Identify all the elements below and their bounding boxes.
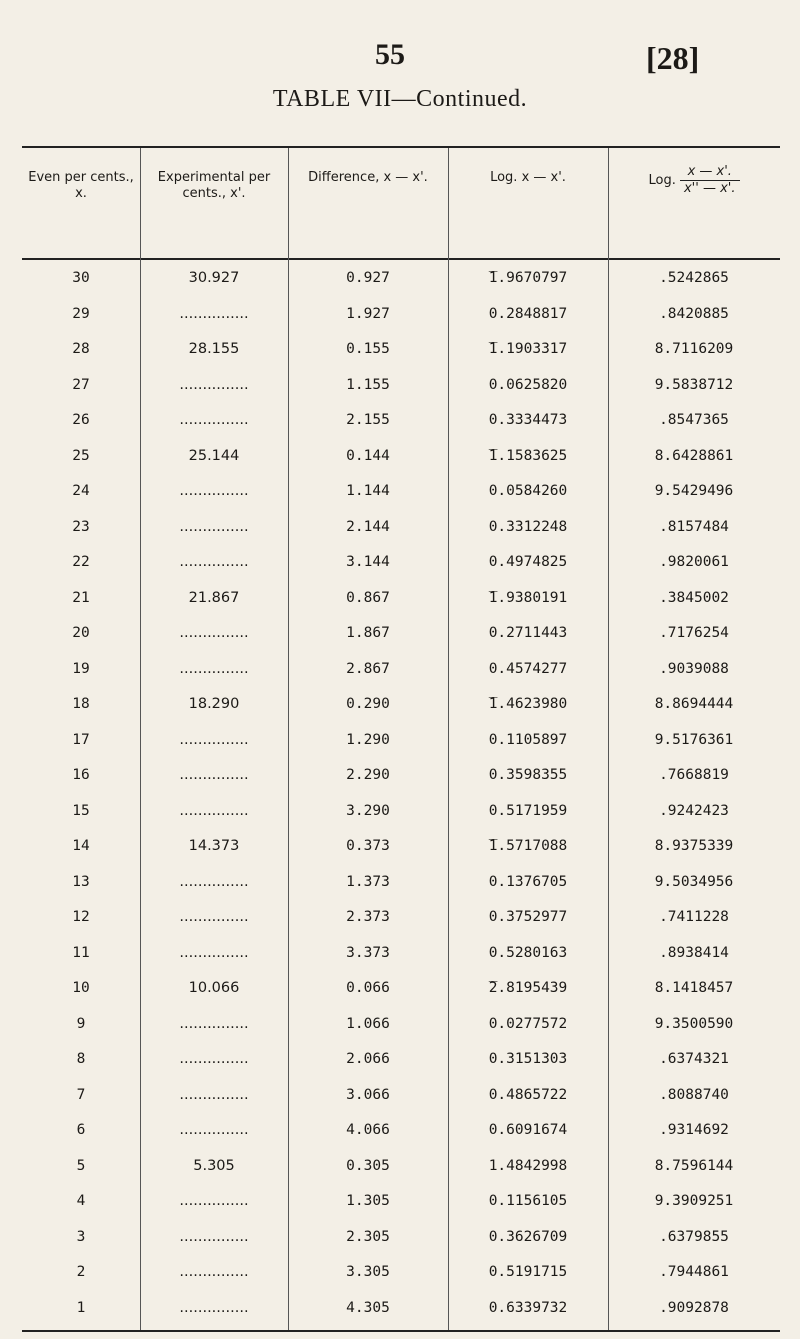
cell-even-per-cent: 20 bbox=[72, 625, 90, 641]
cell-experimental-per-cent: ............... bbox=[179, 731, 249, 748]
cell-difference: 3.305 bbox=[346, 1264, 390, 1280]
cell-log-ratio: .7176254 bbox=[659, 625, 729, 641]
cell-log-ratio: 9.5838712 bbox=[654, 376, 734, 393]
header-log-ratio-denominator: x'' — x'. bbox=[683, 181, 736, 196]
table-row bbox=[22, 335, 780, 368]
cell-even-per-cent: 16 bbox=[72, 767, 90, 783]
cell-even-per-cent: 8 bbox=[76, 1051, 86, 1067]
cell-even-per-cent: 15 bbox=[72, 802, 90, 819]
table-top-rule bbox=[22, 146, 780, 148]
cell-difference: 2.373 bbox=[346, 909, 390, 925]
cell-even-per-cent: 23 bbox=[72, 518, 90, 535]
cell-experimental-per-cent: ............... bbox=[179, 1299, 249, 1316]
cell-experimental-per-cent: 5.305 bbox=[193, 1157, 235, 1174]
cell-difference: 3.066 bbox=[346, 1086, 390, 1103]
cell-log-ratio: .9820061 bbox=[659, 554, 729, 570]
cell-experimental-per-cent: ............... bbox=[179, 412, 249, 428]
cell-difference: 0.144 bbox=[346, 447, 390, 464]
cell-difference: 2.290 bbox=[346, 767, 390, 783]
cell-even-per-cent: 13 bbox=[72, 873, 90, 890]
cell-log-difference: 0.3598355 bbox=[488, 767, 568, 783]
cell-difference: 1.290 bbox=[346, 731, 390, 748]
cell-log-ratio: .8938414 bbox=[659, 944, 729, 961]
cell-even-per-cent: 1 bbox=[76, 1299, 86, 1316]
table-row bbox=[22, 726, 780, 759]
cell-difference: 0.066 bbox=[346, 980, 390, 996]
cell-log-ratio: .8420885 bbox=[659, 305, 729, 322]
cell-even-per-cent: 4 bbox=[76, 1193, 86, 1209]
cell-log-ratio: .3845002 bbox=[659, 589, 729, 606]
cell-even-per-cent: 7 bbox=[76, 1086, 86, 1103]
cell-log-ratio: .6379855 bbox=[659, 1228, 729, 1245]
cell-experimental-per-cent: ............... bbox=[179, 1051, 249, 1067]
cell-log-difference: 0.4974825 bbox=[488, 554, 568, 570]
header-log-ratio-prefix: Log. bbox=[648, 173, 676, 188]
cell-even-per-cent: 6 bbox=[76, 1122, 86, 1138]
cell-even-per-cent: 14 bbox=[72, 838, 90, 854]
table-row bbox=[22, 939, 780, 972]
cell-difference: 0.290 bbox=[346, 696, 390, 712]
cell-experimental-per-cent: ............... bbox=[179, 944, 249, 961]
table-row bbox=[22, 1116, 780, 1149]
cell-log-ratio: 9.3909251 bbox=[654, 1193, 734, 1209]
cell-even-per-cent: 22 bbox=[72, 554, 90, 570]
cell-experimental-per-cent: ............... bbox=[179, 1193, 249, 1209]
cell-difference: 1.927 bbox=[346, 305, 390, 322]
header-even-per-cents: Even per cents., x. bbox=[28, 170, 134, 201]
table-row bbox=[22, 832, 780, 865]
cell-log-ratio: .5242865 bbox=[659, 270, 729, 286]
table-row bbox=[22, 797, 780, 830]
table-row bbox=[22, 1294, 780, 1327]
header-rule bbox=[22, 258, 780, 260]
cell-log-difference: 0.4865722 bbox=[488, 1086, 568, 1103]
cell-experimental-per-cent: ............... bbox=[179, 483, 249, 499]
cell-log-difference: 0.5191715 bbox=[488, 1264, 568, 1280]
cell-log-ratio: 9.5429496 bbox=[654, 483, 734, 499]
cell-log-ratio: .7944861 bbox=[659, 1264, 729, 1280]
cell-experimental-per-cent: ............... bbox=[179, 1228, 249, 1245]
cell-even-per-cent: 25 bbox=[72, 447, 90, 464]
table-row bbox=[22, 442, 780, 475]
cell-log-difference: ̅2.8195439 bbox=[488, 980, 568, 996]
cell-difference: 0.373 bbox=[346, 838, 390, 854]
cell-log-ratio: .9242423 bbox=[659, 802, 729, 819]
cell-log-ratio: 8.9375339 bbox=[654, 838, 734, 854]
cell-log-difference: 0.5171959 bbox=[488, 802, 568, 819]
cell-difference: 2.144 bbox=[346, 518, 390, 535]
cell-log-ratio: 8.6428861 bbox=[654, 447, 734, 464]
cell-experimental-per-cent: ............... bbox=[179, 1122, 249, 1138]
table-row bbox=[22, 655, 780, 688]
cell-log-difference: 0.1105897 bbox=[488, 731, 568, 748]
cell-experimental-per-cent: 25.144 bbox=[188, 447, 240, 464]
table-row bbox=[22, 619, 780, 652]
table-row bbox=[22, 974, 780, 1007]
cell-log-difference: ̅1.4623980 bbox=[488, 696, 568, 712]
cell-log-difference: 0.0277572 bbox=[488, 1015, 568, 1032]
cell-log-difference: ̅1.9380191 bbox=[488, 589, 568, 606]
cell-log-ratio: 8.8694444 bbox=[654, 696, 734, 712]
cell-log-difference: 0.3151303 bbox=[488, 1051, 568, 1067]
cell-log-ratio: .8547365 bbox=[659, 412, 729, 428]
cell-experimental-per-cent: ............... bbox=[179, 625, 249, 641]
cell-experimental-per-cent: ............... bbox=[179, 873, 249, 890]
cell-even-per-cent: 9 bbox=[76, 1015, 86, 1032]
cell-log-ratio: .7411228 bbox=[659, 909, 729, 925]
table-row bbox=[22, 1223, 780, 1256]
table-row bbox=[22, 1081, 780, 1114]
header-log-difference: Log. x — x'. bbox=[490, 170, 566, 185]
cell-difference: 1.144 bbox=[346, 483, 390, 499]
cell-log-difference: 0.0625820 bbox=[488, 376, 568, 393]
sheet-number: [28] bbox=[646, 40, 700, 76]
table-row bbox=[22, 264, 780, 297]
cell-log-difference: 0.1156105 bbox=[488, 1193, 568, 1209]
table-row bbox=[22, 903, 780, 936]
cell-log-difference: 0.2848817 bbox=[488, 305, 568, 322]
table-row bbox=[22, 371, 780, 404]
cell-even-per-cent: 2 bbox=[76, 1264, 86, 1280]
table-row bbox=[22, 477, 780, 510]
cell-log-difference: ̅1.1903317 bbox=[488, 341, 568, 357]
cell-even-per-cent: 30 bbox=[72, 270, 90, 286]
cell-log-ratio: 8.7596144 bbox=[654, 1157, 734, 1174]
cell-difference: 1.867 bbox=[346, 625, 390, 641]
cell-even-per-cent: 28 bbox=[72, 341, 90, 357]
table-title: TABLE VII—Continued. bbox=[272, 86, 528, 112]
cell-difference: 1.373 bbox=[346, 873, 390, 890]
header-log-ratio bbox=[608, 164, 780, 197]
cell-even-per-cent: 21 bbox=[72, 589, 90, 606]
table-bottom-rule bbox=[22, 1330, 780, 1332]
cell-log-difference: 0.6339732 bbox=[488, 1299, 568, 1316]
cell-log-ratio: .6374321 bbox=[659, 1051, 729, 1067]
cell-difference: 2.867 bbox=[346, 660, 390, 677]
cell-experimental-per-cent: 18.290 bbox=[188, 696, 240, 712]
cell-even-per-cent: 26 bbox=[72, 412, 90, 428]
header-log-ratio-numerator: x — x'. bbox=[680, 164, 740, 181]
cell-difference: 2.155 bbox=[346, 412, 390, 428]
cell-experimental-per-cent: ............... bbox=[179, 909, 249, 925]
cell-log-ratio: .9092878 bbox=[659, 1299, 729, 1316]
cell-log-ratio: 9.5176361 bbox=[654, 731, 734, 748]
cell-log-difference: 0.0584260 bbox=[488, 483, 568, 499]
table-row bbox=[22, 406, 780, 439]
table-row bbox=[22, 761, 780, 794]
cell-difference: 2.305 bbox=[346, 1228, 390, 1245]
cell-experimental-per-cent: ............... bbox=[179, 1264, 249, 1280]
cell-even-per-cent: 10 bbox=[72, 980, 90, 996]
cell-experimental-per-cent: ............... bbox=[179, 1086, 249, 1103]
page-number: 55 bbox=[375, 38, 405, 71]
cell-experimental-per-cent: ............... bbox=[179, 376, 249, 393]
cell-even-per-cent: 29 bbox=[72, 305, 90, 322]
cell-log-difference: 0.5280163 bbox=[488, 944, 568, 961]
cell-difference: 1.066 bbox=[346, 1015, 390, 1032]
cell-log-difference: 0.6091674 bbox=[488, 1122, 568, 1138]
cell-log-difference: ̅1.9670797 bbox=[488, 270, 568, 286]
cell-log-difference: 1.4842998 bbox=[488, 1157, 568, 1174]
cell-experimental-per-cent: ............... bbox=[179, 518, 249, 535]
cell-log-difference: 0.3626709 bbox=[488, 1228, 568, 1245]
cell-even-per-cent: 18 bbox=[72, 696, 90, 712]
cell-log-difference: 0.3312248 bbox=[488, 518, 568, 535]
header-experimental-per-cents: Experimental per cents., x'. bbox=[157, 170, 271, 201]
cell-log-difference: ̅1.5717088 bbox=[488, 838, 568, 854]
cell-experimental-per-cent: 28.155 bbox=[188, 341, 240, 357]
cell-experimental-per-cent: ............... bbox=[179, 1015, 249, 1032]
cell-experimental-per-cent: 14.373 bbox=[188, 838, 240, 854]
cell-even-per-cent: 19 bbox=[72, 660, 90, 677]
table-row bbox=[22, 300, 780, 333]
cell-log-ratio: 9.3500590 bbox=[654, 1015, 734, 1032]
cell-log-ratio: .8088740 bbox=[659, 1086, 729, 1103]
cell-difference: 0.927 bbox=[346, 270, 390, 286]
cell-difference: 3.290 bbox=[346, 802, 390, 819]
cell-log-difference: ̅1.1583625 bbox=[488, 447, 568, 464]
cell-difference: 3.373 bbox=[346, 944, 390, 961]
cell-log-difference: 0.4574277 bbox=[488, 660, 568, 677]
cell-experimental-per-cent: 10.066 bbox=[188, 980, 240, 996]
table-row bbox=[22, 868, 780, 901]
cell-difference: 0.867 bbox=[346, 589, 390, 606]
cell-log-ratio: .7668819 bbox=[659, 767, 729, 783]
table-row bbox=[22, 1187, 780, 1220]
header-difference: Difference, x — x'. bbox=[308, 170, 428, 185]
cell-experimental-per-cent: ............... bbox=[179, 767, 249, 783]
table-row bbox=[22, 584, 780, 617]
cell-log-difference: 0.2711443 bbox=[488, 625, 568, 641]
cell-difference: 2.066 bbox=[346, 1051, 390, 1067]
cell-even-per-cent: 17 bbox=[72, 731, 90, 748]
cell-log-ratio: .9314692 bbox=[659, 1122, 729, 1138]
cell-log-difference: 0.3752977 bbox=[488, 909, 568, 925]
cell-difference: 0.305 bbox=[346, 1157, 390, 1174]
table-row bbox=[22, 1045, 780, 1078]
header-log-ratio-fraction bbox=[680, 164, 740, 197]
table-row bbox=[22, 690, 780, 723]
cell-experimental-per-cent: ............... bbox=[179, 660, 249, 677]
cell-difference: 0.155 bbox=[346, 341, 390, 357]
cell-even-per-cent: 3 bbox=[76, 1228, 86, 1245]
cell-log-difference: 0.1376705 bbox=[488, 873, 568, 890]
cell-log-ratio: 8.7116209 bbox=[654, 341, 734, 357]
cell-log-ratio: 8.1418457 bbox=[654, 980, 734, 996]
cell-difference: 1.155 bbox=[346, 376, 390, 393]
cell-experimental-per-cent: ............... bbox=[179, 554, 249, 570]
table-row bbox=[22, 548, 780, 581]
cell-even-per-cent: 11 bbox=[72, 944, 90, 961]
cell-even-per-cent: 5 bbox=[76, 1157, 86, 1174]
table-row bbox=[22, 1152, 780, 1185]
cell-experimental-per-cent: 21.867 bbox=[188, 589, 240, 606]
cell-log-ratio: 9.5034956 bbox=[654, 873, 734, 890]
cell-difference: 4.305 bbox=[346, 1299, 390, 1316]
cell-log-ratio: .8157484 bbox=[659, 518, 729, 535]
cell-even-per-cent: 27 bbox=[72, 376, 90, 393]
cell-even-per-cent: 24 bbox=[72, 483, 90, 499]
cell-even-per-cent: 12 bbox=[72, 909, 90, 925]
table-row bbox=[22, 1258, 780, 1291]
cell-log-ratio: .9039088 bbox=[659, 660, 729, 677]
cell-difference: 4.066 bbox=[346, 1122, 390, 1138]
cell-experimental-per-cent: 30.927 bbox=[188, 270, 240, 286]
cell-experimental-per-cent: ............... bbox=[179, 305, 249, 322]
cell-log-difference: 0.3334473 bbox=[488, 412, 568, 428]
cell-experimental-per-cent: ............... bbox=[179, 802, 249, 819]
cell-difference: 3.144 bbox=[346, 554, 390, 570]
cell-difference: 1.305 bbox=[346, 1193, 390, 1209]
data-table bbox=[22, 146, 780, 1334]
table-row bbox=[22, 513, 780, 546]
table-row bbox=[22, 1010, 780, 1043]
